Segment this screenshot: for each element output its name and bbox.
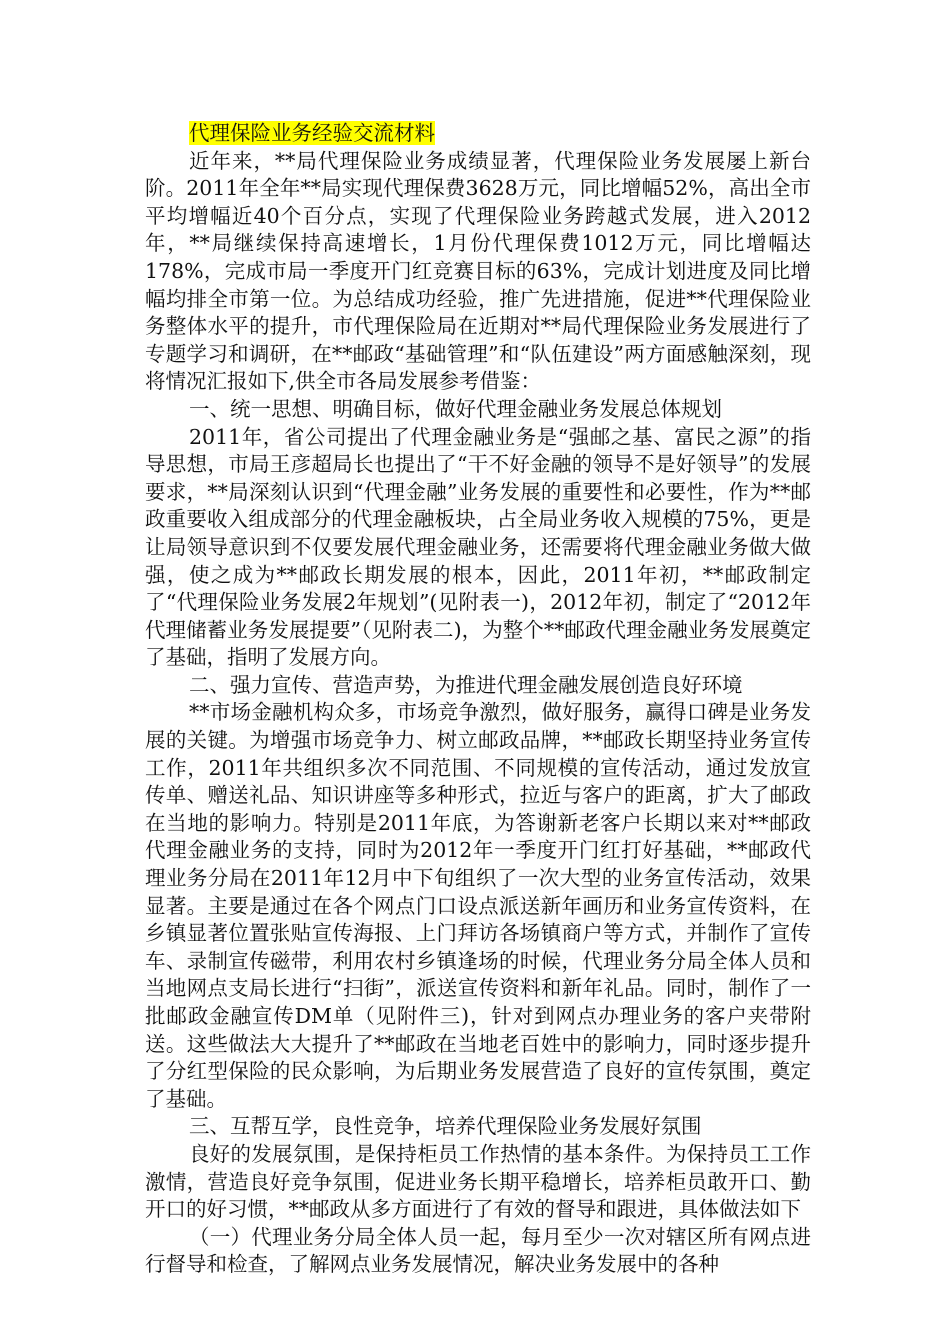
section-3-heading: 三、互帮互学，良性竞争，培养代理保险业务发展好氛围 bbox=[189, 1114, 702, 1139]
section-2-paragraph: **市场金融机构众多，市场竞争激烈，做好服务，赢得口碑是业务发展的关键。为增强市场竞争力、树立邮政品牌，**邮政长期坚持业务宣传工作，2011年共组织多次不同范围、不同规模的宣传活动，通过发放宣传单、赠送礼品、知识讲座等多种形式，拉近与客户的距离，扩大了邮政在当地的影响力。特别是2011年底，为答谢新老客户长期以来对**邮政代理金融业务的支持，同时为2012年一季度开门红打好基础，**邮政代理业务分局在2011年12月中下旬组织了一次大型的业务宣传活动，效果显著。主要是通过在各个网点门口设点派送新年画历和业务宣传资料，在乡镇显著位置张贴宣传海报、上门拜访各场镇商户等方式，并制作了宣传车、录制宣传磁带，利用农村乡镇逢场的时候，代理业务分局全体人员和当地网点支局长进行“扫街”，派送宣传资料和新年礼品。同时，制作了一批邮政金融宣传DM单（见附件三)，针对到网点办理业务的客户夹带附送。这些做法大大提升了**邮政在当地老百姓中的影响力，同时逐步提升了分红型保险的民众影响，为后期业务发展营造了良好的宣传氛围，奠定了基础。 bbox=[145, 700, 811, 1111]
section-3-paragraph: 良好的发展氛围，是保持柜员工作热情的基本条件。为保持员工工作激情，营造良好竞争氛围，促进业务长期平稳增长，培养柜员敢开口、勤开口的好习惯，**邮政从多方面进行了有效的督导和跟进，具体做法如下 bbox=[145, 1141, 811, 1222]
document-page bbox=[145, 120, 811, 1279]
intro-paragraph: 近年来，**局代理保险业务成绩显著，代理保险业务发展屡上新台阶。2011年全年**局实现代理保费3628万元，同比增幅52%，高出全市平均增幅近40个百分点，实现了代理保险业务跨越式发展，进入2012年，**局继续保持高速增长，1月份代理保费1012万元，同比增幅达178%，完成市局一季度开门红竞赛目标的63%，完成计划进度及同比增幅均排全市第一位。为总结成功经验，推广先进措施，促进**代理保险业务整体水平的提升，市代理保险局在近期对**局代理保险业务发展进行了专题学习和调研，在**邮政“基础管理”和“队伍建设”两方面感触深刻，现将情况汇报如下,供全市各局发展参考借鉴： bbox=[145, 148, 811, 394]
section-2-heading: 二、强力宣传、营造声势，为推进代理金融发展创造良好环境 bbox=[189, 672, 743, 697]
section-1-paragraph: 2011年，省公司提出了代理金融业务是“强邮之基、富民之源”的指导思想，市局王彦超局长也提出了“干不好金融的领导不是好领导”的发展要求，**局深刻认识到“代理金融”业务发展的重要性和必要性，作为**邮政重要收入组成部分的代理金融板块，占全局业务收入规模的75%，更是让局领导意识到不仅要发展代理金融业务，还需要将代理金融业务做大做强，使之成为**邮政长期发展的根本，因此，2011年初，**邮政制定了“代理保险业务发展2年规划”(见附表一)，2012年初，制定了“2012年代理储蓄业务发展提要”（见附表二)，为整个**邮政代理金融业务发展奠定了基础，指明了发展方向。 bbox=[145, 424, 811, 670]
section-3-item-1: （一）代理业务分局全体人员一起，每月至少一次对辖区所有网点进行督导和检查，了解网点业务发展情况，解决业务发展中的各种 bbox=[145, 1224, 811, 1277]
section-1-heading: 一、统一思想、明确目标，做好代理金融业务发展总体规划 bbox=[189, 396, 722, 421]
title-highlight: 代理保险业务经验交流材料 bbox=[189, 121, 435, 145]
document-title bbox=[189, 120, 811, 148]
